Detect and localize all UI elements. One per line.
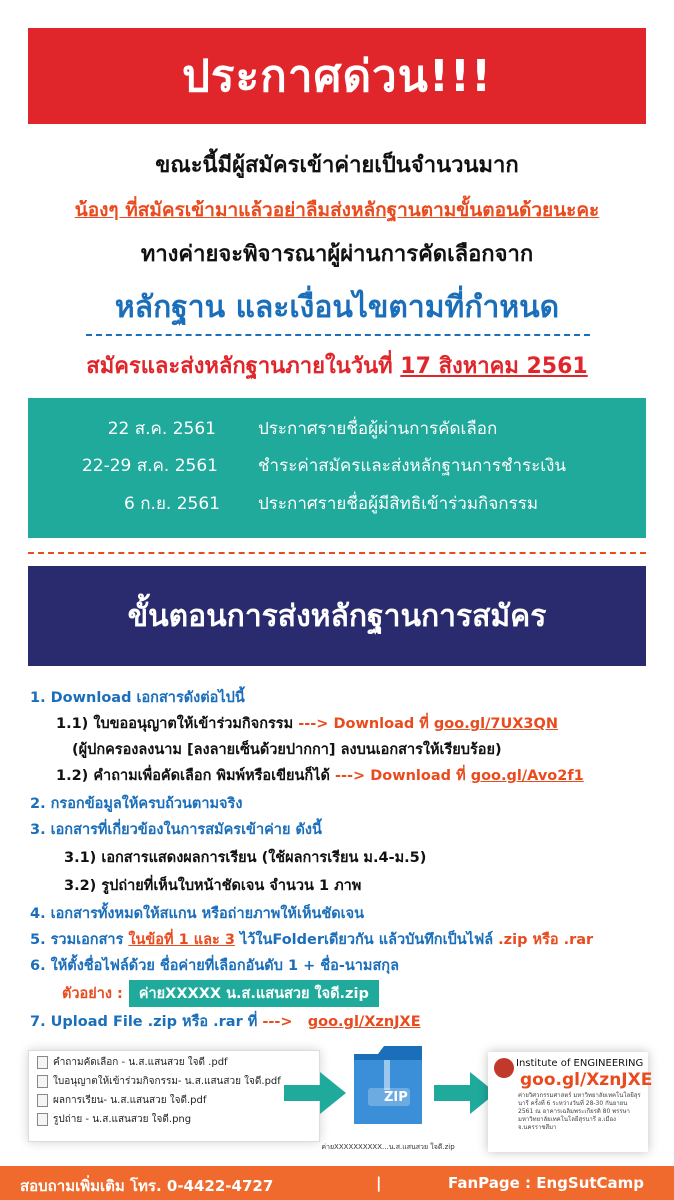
step-1-2-text: 1.2) คำถามเพื่อคัดเลือก พิมพ์หรือเขียนก็ได้ xyxy=(56,768,330,784)
file-name: ผลการเรียน- น.ส.แสนสวย ใจดี.pdf xyxy=(53,1095,207,1106)
step-1-1-arrow: ---> Download ที่ xyxy=(293,716,434,732)
example-label: ตัวอย่าง : xyxy=(62,986,123,1002)
deadline-line xyxy=(0,348,674,383)
footer-bar xyxy=(0,1166,674,1200)
footer-fanpage[interactable]: FanPage : EngSutCamp xyxy=(448,1174,645,1192)
urgent-banner xyxy=(28,28,646,124)
schedule-date: 6 ก.ย. 2561 xyxy=(124,494,220,514)
intro-line-3: ทางค่ายจะพิจารณาผู้ผ่านการคัดเลือกจาก xyxy=(140,242,534,267)
step-1-1-text: 1.1) ใบขออนุญาตให้เข้าร่วมกิจกรรม xyxy=(56,716,294,732)
zip-caption: ค่ายXXXXXXXXXX...น.ส.แสนสวย ใจดี.zip xyxy=(321,1143,455,1151)
step-5-c: ไว้ในFolderเดียวกัน แล้วบันทึกเป็นไฟล์ xyxy=(234,932,499,948)
step-7 xyxy=(30,1010,421,1033)
pdf-file-icon xyxy=(37,1056,48,1069)
upload-link[interactable]: goo.gl/XznJXE xyxy=(307,1014,421,1030)
step-5 xyxy=(30,928,593,951)
zip-folder-icon xyxy=(348,1040,428,1130)
intro-line-2: น้องๆ ที่สมัครเข้ามาแล้วอย่าลืมส่งหลักฐานตามขั้นตอนด้วยนะคะ xyxy=(74,199,600,221)
step-1-2 xyxy=(56,764,584,787)
step-3: 3. เอกสารที่เกี่ยวข้องในการสมัครเข้าค่าย ดังนี้ xyxy=(30,822,322,838)
step-1: 1. Download เอกสารดังต่อไปนี้ xyxy=(30,690,245,706)
file-name: ใบอนุญาตให้เข้าร่วมกิจกรรม- น.ส.แสนสวย ใจดี.pdf xyxy=(53,1076,281,1087)
file-list xyxy=(28,1050,320,1142)
step-6: 6. ให้ตั้งชื่อไฟล์ด้วย ชื่อค่ายที่เลือกอันดับ 1 + ชื่อ-นามสกุล xyxy=(30,958,399,974)
schedule-date: 22-29 ส.ค. 2561 xyxy=(81,456,218,476)
pdf-file-icon xyxy=(37,1094,48,1107)
schedule-row xyxy=(28,414,646,444)
file-item xyxy=(37,1055,228,1071)
orange-dashed-divider xyxy=(28,552,646,554)
step-5-b: ในข้อที่ 1 และ 3 xyxy=(128,932,235,948)
step-2: 2. กรอกข้อมูลให้ครบถ้วนตามจริง xyxy=(30,796,243,812)
step-5-a: 5. รวมเอกสาร xyxy=(30,932,129,948)
permission-form-link[interactable]: goo.gl/7UX3QN xyxy=(433,716,558,732)
blue-dashed-divider xyxy=(86,334,590,336)
schedule-box xyxy=(28,398,646,538)
footer-contact: สอบถามเพิ่มเติม โทร. 0-4422-4727 xyxy=(20,1177,274,1195)
step-6-example xyxy=(62,980,379,1007)
footer-separator: | xyxy=(376,1174,382,1192)
arrow-right-icon xyxy=(284,1072,346,1114)
step-7-arrow: ---> xyxy=(262,1014,293,1030)
poster-link: goo.gl/XznJXE xyxy=(520,1070,653,1090)
deadline-prefix: สมัครและส่งหลักฐานภายในวันที่ xyxy=(86,354,401,379)
poster-body: ค่ายวิศวกรรมศาสตร์ มหาวิทยาลัยเทคโนโลยีสุรนารี ครั้งที่ 6 ระหว่างวันที่ 28-30 กันยายน 2561 ณ อาคารเฉลิมพระเกียรติ 80 พรรษา มหาวิทยาลัยเทคโนโลยีสุรนารี อ.เมือง จ.นครราชสีมา xyxy=(518,1092,641,1131)
intro-line-4: หลักฐาน และเงื่อนไขตามที่กำหนด xyxy=(114,290,560,325)
step-1-1-note: (ผู้ปกครองลงนาม [ลงลายเซ็นด้วยปากกา] ลงบนเอกสารให้เรียบร้อย) xyxy=(72,742,502,758)
file-name: คำถามคัดเลือก - น.ส.แสนสวย ใจดี .pdf xyxy=(53,1057,228,1068)
poster-header: Institute of ENGINEERING xyxy=(516,1058,644,1069)
file-item xyxy=(37,1074,281,1090)
deadline-date: 17 สิงหาคม 2561 xyxy=(400,354,588,379)
pdf-file-icon xyxy=(37,1075,48,1088)
step-5-d: .zip หรือ .rar xyxy=(498,932,594,948)
schedule-date: 22 ส.ค. 2561 xyxy=(107,419,216,439)
file-name: รูปถ่าย - น.ส.แสนสวย ใจดี.png xyxy=(53,1114,192,1125)
file-item xyxy=(37,1093,206,1109)
upload-poster xyxy=(488,1052,653,1152)
step-1-1 xyxy=(56,712,558,735)
schedule-desc: ประกาศรายชื่อผู้มีสิทธิเข้าร่วมกิจกรรม xyxy=(258,494,539,514)
schedule-desc: ชำระค่าสมัครและส่งหลักฐานการชำระเงิน xyxy=(258,456,567,476)
file-item xyxy=(37,1112,191,1128)
schedule-row xyxy=(28,451,646,481)
urgent-title: ประกาศด่วน!!! xyxy=(181,51,493,102)
step-3-2: 3.2) รูปถ่ายที่เห็นใบหน้าชัดเจน จำนวน 1 ภาพ xyxy=(64,878,362,894)
intro-line-1: ขณะนี้มีผู้สมัครเข้าค่ายเป็นจำนวนมาก xyxy=(155,153,519,178)
step-4: 4. เอกสารทั้งหมดให้สแกน หรือถ่ายภาพให้เห็นชัดเจน xyxy=(30,906,365,922)
university-seal-icon xyxy=(494,1058,514,1078)
image-file-icon xyxy=(37,1113,48,1126)
steps-banner xyxy=(28,566,646,666)
step-1-2-arrow: ---> Download ที่ xyxy=(329,768,471,784)
example-filename: ค่ายXXXXX น.ส.แสนสวย ใจดี.zip xyxy=(129,980,379,1007)
schedule-desc: ประกาศรายชื่อผู้ผ่านการคัดเลือก xyxy=(258,419,498,439)
arrow-right-icon xyxy=(434,1072,496,1114)
step-3-1: 3.1) เอกสารแสดงผลการเรียน (ใช้ผลการเรียน ม.4-ม.5) xyxy=(64,850,427,866)
schedule-row xyxy=(28,489,646,519)
zip-label: ZIP xyxy=(384,1090,408,1105)
step-7-text: 7. Upload File .zip หรือ .rar ที่ xyxy=(30,1014,263,1030)
steps-title: ขั้นตอนการส่งหลักฐานการสมัคร xyxy=(127,598,547,634)
questions-form-link[interactable]: goo.gl/Avo2f1 xyxy=(470,768,584,784)
